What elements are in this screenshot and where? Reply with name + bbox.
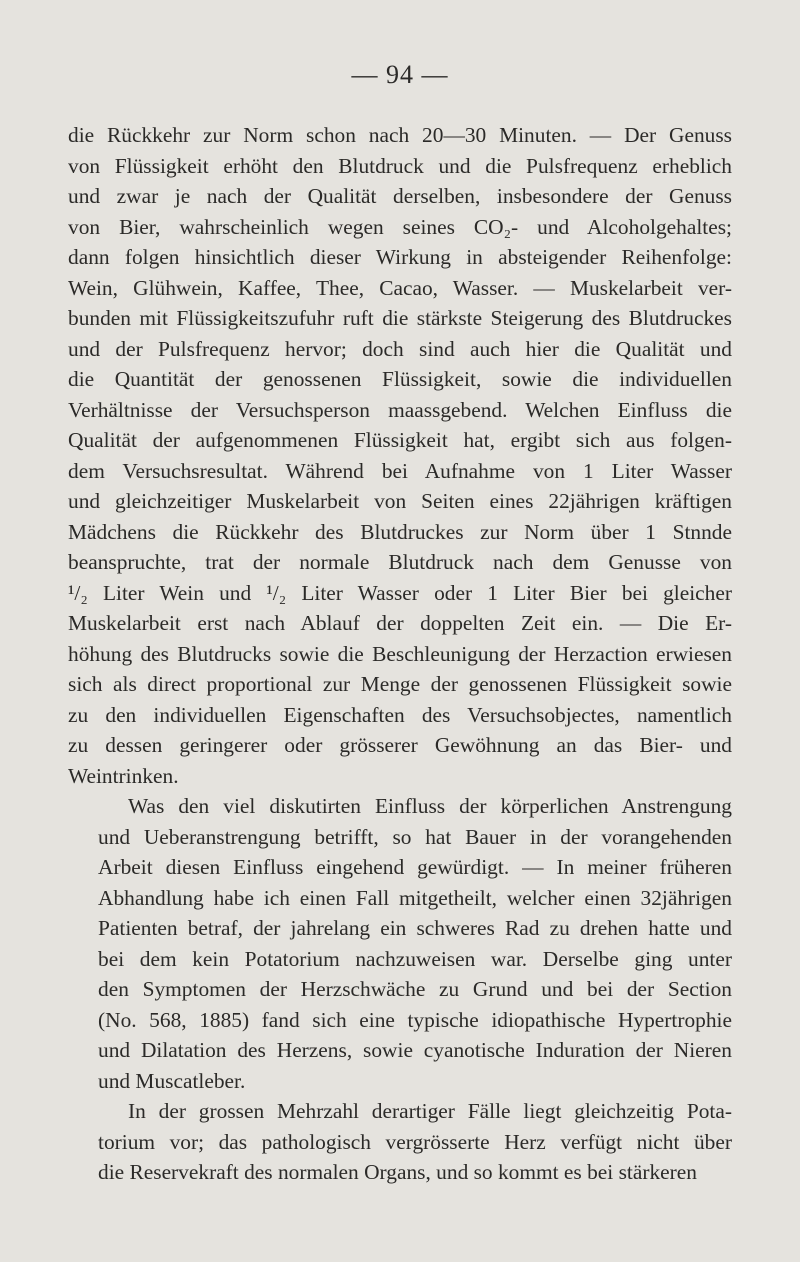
- text-line: den Symptomen der Herzschwäche zu Grund und bei der Section: [98, 977, 732, 1001]
- text-line: Arbeit diesen Einfluss eingehend gewürdigt. — In meiner früheren: [98, 855, 732, 879]
- page-number: — 94 —: [351, 60, 449, 89]
- text-line: Qualität der aufgenommenen Flüssigkeit hat, ergibt sich aus folgen-: [68, 428, 732, 452]
- text-line: Abhandlung habe ich einen Fall mitgetheilt, welcher einen 32jährigen: [98, 885, 732, 910]
- text-line: Muskelarbeit erst nach Ablauf der doppelten Zeit ein. — Die Er-: [68, 611, 732, 635]
- text-line: höhung des Blutdrucks sowie die Beschleunigung der Herzaction erwiesen: [68, 641, 732, 666]
- text-line: bunden mit Flüssigkeitszufuhr ruft die stärkste Steigerung des Blutdruckes: [68, 306, 732, 330]
- text-line: Verhältnisse der Versuchsperson maassgebend. Welchen Einfluss die: [68, 397, 732, 422]
- text-line: beanspruchte, trat der normale Blutdruck nach dem Genusse von: [68, 550, 732, 574]
- text-line: Was den viel diskutirten Einfluss der körperlichen Anstrengung: [128, 794, 732, 818]
- text-line: zu den individuellen Eigenschaften des Versuchsobjectes, namentlich: [68, 702, 732, 727]
- paragraph: [68, 791, 732, 1096]
- text-line: die Reservekraft des normalen Organs, und so kommt es bei stärkeren: [98, 1160, 697, 1184]
- text-line: Wein, Glühwein, Kaffee, Thee, Cacao, Wasser. — Muskelarbeit ver-: [68, 275, 732, 300]
- text-line: von Flüssigkeit erhöht den Blutdruck und die Pulsfrequenz erheblich: [68, 153, 732, 178]
- text-line: und gleichzeitiger Muskelarbeit von Seiten eines 22jährigen kräftigen: [68, 489, 732, 513]
- text-line: bei dem kein Potatorium nachzuweisen war. Derselbe ging unter: [98, 946, 732, 971]
- text-line: und Ueberanstrengung betrifft, so hat Bauer in der vorangehenden: [98, 824, 732, 849]
- text-line: ¹/₂ Liter Wein und ¹/₂ Liter Wasser oder 1 Liter Bier bei gleicher: [68, 580, 732, 605]
- text-line: von Bier, wahrscheinlich wegen seines CO₂- und Alcoholgehaltes;: [68, 214, 732, 239]
- paragraph: [68, 1096, 732, 1188]
- text-line: und der Pulsfrequenz hervor; doch sind auch hier die Qualität und: [68, 336, 732, 361]
- text-line: dem Versuchsresultat. Während bei Aufnahme von 1 Liter Wasser: [68, 458, 732, 483]
- text-line: und zwar je nach der Qualität derselben, insbesondere der Genuss: [68, 184, 732, 208]
- body-text: [68, 120, 732, 1188]
- text-line: In der grossen Mehrzahl derartiger Fälle liegt gleichzeitig Pota-: [128, 1099, 732, 1123]
- text-line: Mädchens die Rückkehr des Blutdruckes zur Norm über 1 Stnnde: [68, 519, 732, 544]
- text-line: und Dilatation des Herzens, sowie cyanotische Induration der Nieren: [98, 1038, 732, 1062]
- text-line: dann folgen hinsichtlich dieser Wirkung in absteigender Reihenfolge:: [68, 245, 732, 269]
- text-line: Weintrinken.: [68, 763, 179, 788]
- text-line: (No. 568, 1885) fand sich eine typische idiopathische Hypertrophie: [98, 1007, 732, 1032]
- text-line: und Muscatleber.: [98, 1068, 246, 1093]
- text-line: sich als direct proportional zur Menge der genossenen Flüssigkeit sowie: [68, 672, 732, 696]
- text-line: zu dessen geringerer oder grösserer Gewöhnung an das Bier- und: [68, 733, 732, 757]
- text-line: torium vor; das pathologisch vergrösserte Herz verfügt nicht über: [98, 1129, 732, 1154]
- text-line: die Quantität der genossenen Flüssigkeit, sowie die individuellen: [68, 367, 732, 391]
- text-line: Patienten betraf, der jahrelang ein schweres Rad zu drehen hatte und: [98, 916, 732, 940]
- paragraph: [68, 120, 732, 791]
- text-line: die Rückkehr zur Norm schon nach 20—30 Minuten. — Der Genuss: [68, 123, 732, 147]
